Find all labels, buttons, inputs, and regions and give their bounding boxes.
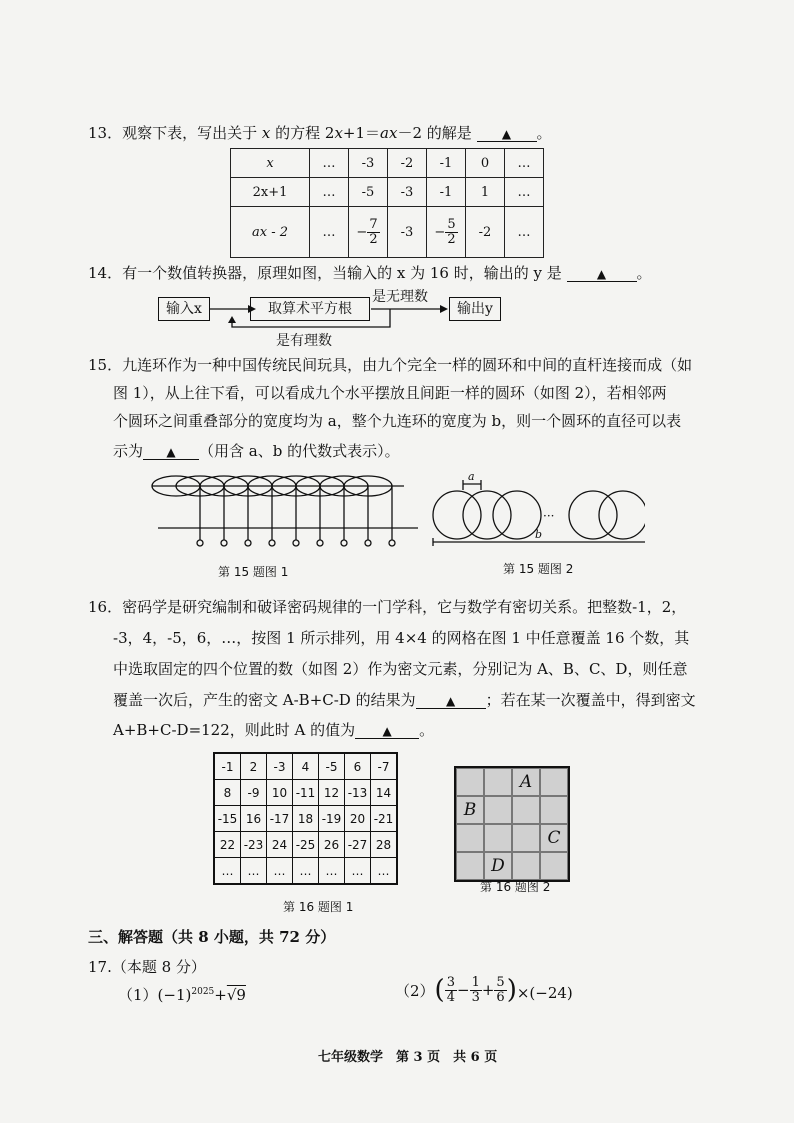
- cell-letter-d: D: [484, 852, 512, 880]
- q16-answer-blank-1: ▲: [416, 694, 486, 709]
- flow-arrows: [150, 290, 510, 335]
- fraction-5-2: $\frac{5}{2}$: [447, 216, 456, 247]
- section-3-heading: 三、解答题（共 8 小题，共 72 分）: [88, 928, 336, 946]
- width-label-a: a: [468, 470, 475, 483]
- q16-line5: A+B+C-D=122，则此时 A 的值为 ▲ 。: [113, 721, 435, 739]
- width-label-b: b: [535, 528, 543, 541]
- q15-caption-2: 第 15 题图 2: [503, 562, 574, 576]
- integer-grid-figure-1: -1 2 -3 4 -5 6 -7 8 -9 10 -11 12 -13 14 -15 16 -17 18 -19 20 -21 22 -23 24 -25 26 -27 28 … … … … … … …: [213, 752, 398, 885]
- q16-line4: 覆盖一次后，产生的密文 A-B+C-D 的结果为 ▲ ；若在某一次覆盖中，得到密文: [113, 691, 696, 709]
- q16-line1: 16．密码学是研究编制和破译密码规律的一门学科，它与数学有密切关系。把整数-1，2，: [88, 598, 687, 616]
- q17-part1: $(1)(-1)^{2025}+√9$: [118, 986, 246, 1004]
- q13-value-table: x … -3 -2 -1 0 … 2x+1 … -5 -3 -1 1 … ax - 2 … − $\frac{7}{2}$ -3 − $\frac{5}{2}$ -2 …: [230, 148, 544, 258]
- q15-line2: 图 1），从上往下看，可以看成九个水平摆放且间距一样的圆环（如图 2），若相邻两: [113, 384, 667, 402]
- q13-number: 13．: [88, 124, 123, 142]
- q16-caption-1: 第 16 题图 1: [283, 900, 354, 914]
- cipher-grid-figure-2: [454, 766, 570, 882]
- page-footer: 七年级数学 第 3 页 共 6 页: [318, 1050, 498, 1065]
- q16-line2: -3，4，-5，6，…，按图 1 所示排列，用 4×4 的网格在图 1 中任意覆盖 16 个数，其: [113, 629, 690, 647]
- fraction-7-2: $\frac{7}{2}$: [369, 216, 378, 247]
- q15-line1: 15．九连环作为一种中国传统民间玩具，由九个完全一样的圆环和中间的直杆连接而成（如: [88, 356, 693, 374]
- q13-answer-blank: ▲: [477, 127, 537, 142]
- q16-line3: 中选取固定的四个位置的数（如图 2）作为密文元素，分别记为 A、B、C、D，则任意: [113, 660, 688, 678]
- q16-answer-blank-2: ▲: [355, 724, 419, 739]
- q15-caption-1: 第 15 题图 1: [218, 565, 289, 579]
- irrational-label: 是无理数: [372, 289, 428, 305]
- nine-rings-figure-1: [148, 470, 428, 560]
- cell-letter-c: C: [540, 824, 568, 852]
- q17-heading: 17.（本题 8 分）: [88, 958, 206, 976]
- q13-line: 13．观察下表，写出关于 x 的方程 2x+1＝ax－2 的解是 ▲ 。: [88, 124, 552, 142]
- rational-label: 是有理数: [276, 333, 332, 349]
- q17-part2: （2） ( $\frac{3}{4}$ − $\frac{1}{3}$ + $\frac{5}{6}$ )×(−24): [395, 974, 573, 1005]
- rings-ellipsis: ···: [543, 509, 555, 523]
- process-box: 取算术平方根: [250, 297, 370, 321]
- q15-line3: 个圆环之间重叠部分的宽度均为 a，整个九连环的宽度为 b，则一个圆环的直径可以表: [113, 412, 682, 430]
- q14-line: 14．有一个数值转换器，原理如图，当输入的 x 为 16 时，输出的 y 是 ▲ 。: [88, 264, 652, 282]
- q15-answer-blank: ▲: [143, 445, 199, 460]
- input-box: 输入x: [158, 297, 210, 321]
- q15-line4: 示为 ▲ （用含 a、b 的代数式表示）。: [113, 442, 400, 460]
- nine-rings-figure-2: [425, 470, 645, 550]
- q14-answer-blank: ▲: [567, 267, 637, 282]
- q16-caption-2: 第 16 题图 2: [480, 880, 551, 894]
- output-box: 输出y: [449, 297, 501, 321]
- cell-letter-b: B: [456, 796, 484, 824]
- cell-letter-a: A: [512, 768, 540, 796]
